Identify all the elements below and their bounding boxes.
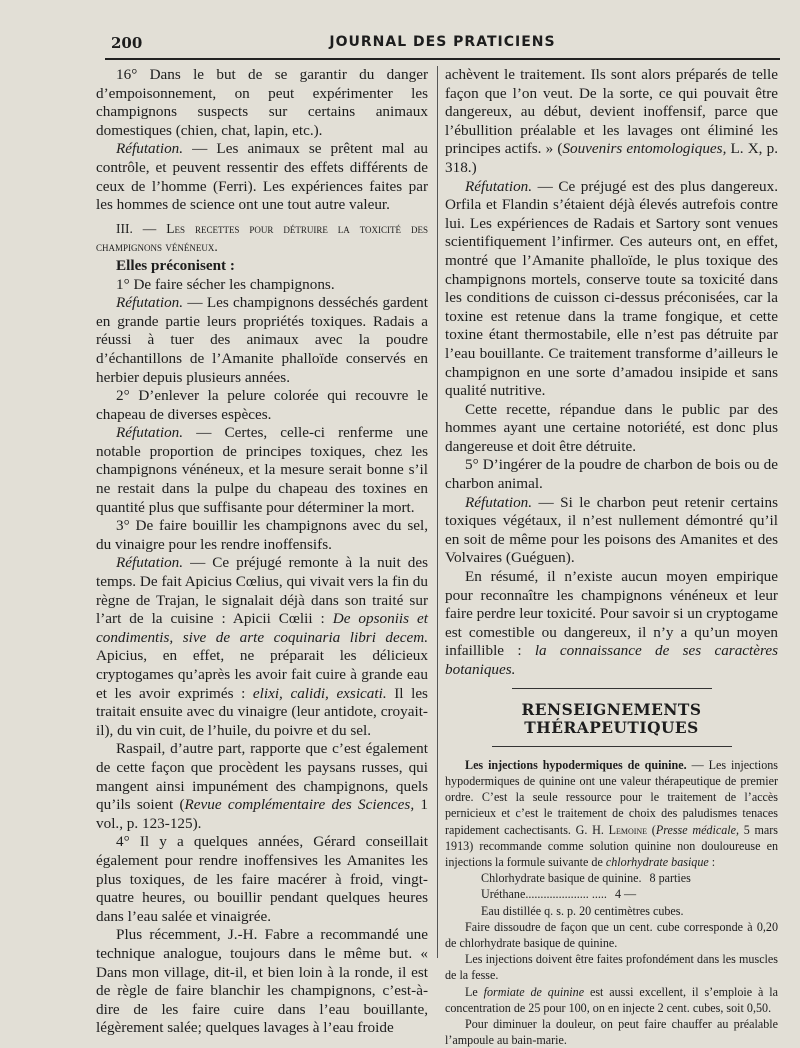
item-3: 3° De faire bouillir les champignons avec du sel, du vinaigre pour les rendre inoffensifs. — [96, 517, 428, 553]
raspail-reference: Revue complémentaire des Sciences, — [184, 796, 415, 814]
refutation-16 — [96, 140, 428, 214]
item-1: 1° De faire sécher les champignons. — [116, 275, 335, 293]
refutation-label: Réfutation. — [116, 424, 184, 442]
section-number: III. — — [116, 220, 167, 236]
formula-quantity: 4 — — [614, 887, 637, 902]
formula-ingredient: Eau distillée q. s. p. 20 centimètres cubes. — [481, 903, 684, 918]
refutation-2 — [96, 424, 428, 517]
continuation-text: achèvent le traitement. Ils sont alors préparés de telle façon que l’on veut. De la sorte, ce qui pouvait être dangereux, au début, devient inoffensif, parce que l’ébullition préalable et les lavages ont éliminé les principes actifs. » ( — [445, 66, 778, 158]
right-column — [445, 66, 778, 1048]
raspail-paragraph — [96, 740, 428, 833]
journal-reference: Presse médicale, — [655, 822, 740, 837]
continuation-text: L. X, p. 318.) — [445, 140, 778, 176]
latin-title: De opsoniis et condimentis, sive de arte coquinaria libri decem. — [96, 610, 428, 646]
refutation-label: Réfutation. — [116, 294, 184, 312]
page-header — [105, 30, 780, 52]
injections-heading: Les injections hypodermiques de quinine. — [465, 757, 687, 772]
preconisent: Elles préconisent : — [116, 256, 235, 274]
item-5: 5° D’ingérer de la poudre de charbon de bois ou de charbon animal. — [445, 456, 778, 493]
fabre-continuation — [445, 66, 778, 178]
refutation-label: Réfutation. — [116, 140, 184, 158]
refutation-3 — [96, 554, 428, 740]
item-2: 2° D’enlever la pelure colorée qui recouvre le chapeau de diverses espèces. — [96, 387, 428, 423]
fabre-paragraph: Plus récemment, J.-H. Fabre a recommandé une technique analogue, toujours dans le même but. « Dans mon village, dit-il, et bien loin à la ronde, il est de règle de faire blanchir les champignons, c’est-à-dire de les faire cuire dans l’eau bouillante, légèrement salée; quelques lavages à l’eau froide — [96, 926, 428, 1037]
page-number: 200 — [111, 34, 143, 52]
refutation-text: — Ce préjugé remonte à la nuit des temps. De fait Apicius Cœlius, qui vivait vers la fin du règne de Trajan, le signalait déjà dans son traité sur l’art de la cuisine : Apicii Cœlii : — [96, 554, 428, 628]
refutation-1 — [96, 294, 428, 387]
refutation-text: Apicius, en effet, ne préparait les délicieux cryptogames qu’après les avoir fait cuire à grande eau et les avoir exprimés : — [96, 647, 428, 702]
fabre-reference: Souvenirs entomologiques, — [562, 140, 727, 158]
refutation-text: — Les animaux se prêtent mal au contrôle, et peuvent ressentir des effets différents de ceux de l’homme (Ferri). Les expériences faites par les hommes de science ont une tout autre valeur. — [96, 140, 428, 214]
latin-phrase: elixi, calidi, exsicati. — [252, 684, 387, 702]
formula-ingredient: Uréthane..................... ..... — [481, 887, 607, 902]
section-3-heading — [96, 220, 428, 257]
formula-line — [481, 903, 778, 919]
section-separator-top — [512, 688, 712, 689]
formiate-text: est aussi excellent, il s’emploie à la concentration de 25 pour 100, on en injecte 2 cent. cubes, soit 0,50. — [445, 984, 779, 1015]
refutation-text: — Si le charbon peut retenir certains toxiques végétaux, il n’est nullement démontré qu’il en soit de même pour les poisons des Amanites et des Volvaires (Guéguen). — [445, 493, 778, 567]
refutation-text: — Certes, celle-ci renferme une notable proportion de principes toxiques, chez les champignons vénéneux, et la mesure serait bonne s’il ne restait dans la pulpe du chapeau des toxines en quantité plus que suffisante pour déterminer la mort. — [96, 424, 428, 516]
formiate-text: Le — [465, 984, 484, 999]
item-4: 4° Il y a quelques années, Gérard conseillait également pour rendre inoffensives les Amanites les plus toxiques, de les faire macérer à froid, vingt-quatre heures, ou bouillir pendant quelques heures dans l’eau salée et vinaigrée. — [96, 833, 428, 925]
refutation-text: — Ce préjugé est des plus dangereux. Orfila et Flandin s’étaient déjà élevés autrefois contre lui. Les expériences de Radais et Sartory sont venues scientifiquement l’infirmer. Ces auteurs ont, en effet, montré que l’Amanite phalloïde, le plus toxique des champignons mortels, conserve toute sa toxicité dans les conditions de cuisson ci-dessus préconisées, car la toxine est retenue dans la trame fongique, et cette toxine étant thermostabile, elle n’est pas détruite par l’eau bouillante. Ce traitement transforme d’ailleurs le champignon en une sorte d’amadou insipide et sans qualité nutritive. — [445, 177, 778, 400]
formiate-italic: formiate de quinine — [483, 984, 585, 999]
section-title: Les recettes pour détruire la toxicité des champignons vénéneux. — [96, 220, 428, 255]
resume-paragraph — [445, 568, 778, 680]
resume-text: En résumé, il n’existe aucun moyen empirique pour reconnaître les champignons vénéneux et leur faire perdre leur toxicité. Pour savoir si un cryptogame est comestible ou dangereux, il n’y a qu’un moyen infaillible : — [445, 568, 778, 660]
formula-line — [481, 886, 778, 902]
refutation-label: Réfutation. — [465, 177, 533, 195]
therapeutic-section-title: RENSEIGNEMENTS THÉRAPEUTIQUES — [521, 700, 702, 738]
paragraph-16: 16° Dans le but de se garantir du danger d’empoisonnement, on peut expérimenter les champignons suspects sur certains animaux domestiques (chien, chat, lapin, etc.). — [96, 66, 428, 139]
injections-text: : — [708, 855, 716, 869]
refutation-text: — Les champignons desséchés gardent en grande partie leurs propriétés toxiques. Radais a réussi à tuer des animaux avec la poudre d’échantillons de l’Amanite phalloïde conservés en herbier depuis plusieurs années. — [96, 294, 428, 386]
formiate-paragraph — [445, 984, 778, 1016]
formula-quantity: 8 parties — [649, 871, 691, 886]
injections-paragraph — [445, 757, 778, 870]
refutation-label: Réfutation. — [116, 554, 184, 572]
refutation-4 — [445, 178, 778, 401]
section-separator-bottom — [492, 746, 732, 747]
pain-paragraph: Pour diminuer la douleur, on peut faire chauffer au préalable l’ampoule au bain-marie. — [445, 1017, 778, 1048]
header-rule — [105, 58, 780, 60]
refutation-label: Réfutation. — [465, 493, 533, 511]
refutation-5 — [445, 494, 778, 568]
column-divider — [437, 66, 438, 958]
resume-italic: la connaissance de ses caractères botaniques. — [445, 642, 779, 678]
injections-text: ( — [647, 822, 656, 837]
formula-list — [445, 870, 778, 919]
recette-paragraph: Cette recette, répandue dans le public par des hommes ayant une certaine notoriété, est donc plus dangereuse et doit être détruite. — [445, 400, 778, 455]
dissolve-paragraph: Faire dissoudre de façon que un cent. cube corresponde à 0,20 de chlorhydrate basique de quinine. — [445, 919, 778, 951]
therapeutic-section — [445, 757, 778, 1048]
injections-text: 5 mars 1913) recommande comme solution quinine non douloureuse en injections la formule suivante de — [445, 822, 778, 869]
journal-title: JOURNAL DES PRATICIENS — [329, 34, 556, 50]
formula-ingredient: Chlorhydrate basique de quinine. — [481, 871, 642, 886]
raspail-text: 1 vol., p. 123-125). — [96, 796, 429, 832]
injections-text: — Les injections hypodermiques de quinine ont une valeur thérapeutique de premier ordre. C’est la seule ressource pour le traitement de l’accès pernicieux et c’est le traitement de choix des paludismes tenaces rapidement cachectisants. G. H. — [445, 757, 778, 837]
refutation-text: Il les traitait ensuite avec du vinaigre (leur antidote, croyait-il), du vin cuit, de l’huile, du poivre et du sel. — [96, 684, 428, 739]
author-name: Lemoine — [608, 822, 648, 837]
formula-line — [481, 870, 778, 886]
deep-injection-paragraph: Les injections doivent être faites profondément dans les muscles de la fesse. — [445, 952, 778, 983]
left-column — [96, 66, 428, 1038]
raspail-text: Raspail, d’autre part, rapporte que c’est également de cette façon que procèdent les paysans russes, qui mangent ainsi impunément des champignons, quels qu’ils soient ( — [96, 740, 428, 814]
chlorhydrate-italic: chlorhydrate basique — [605, 855, 709, 869]
